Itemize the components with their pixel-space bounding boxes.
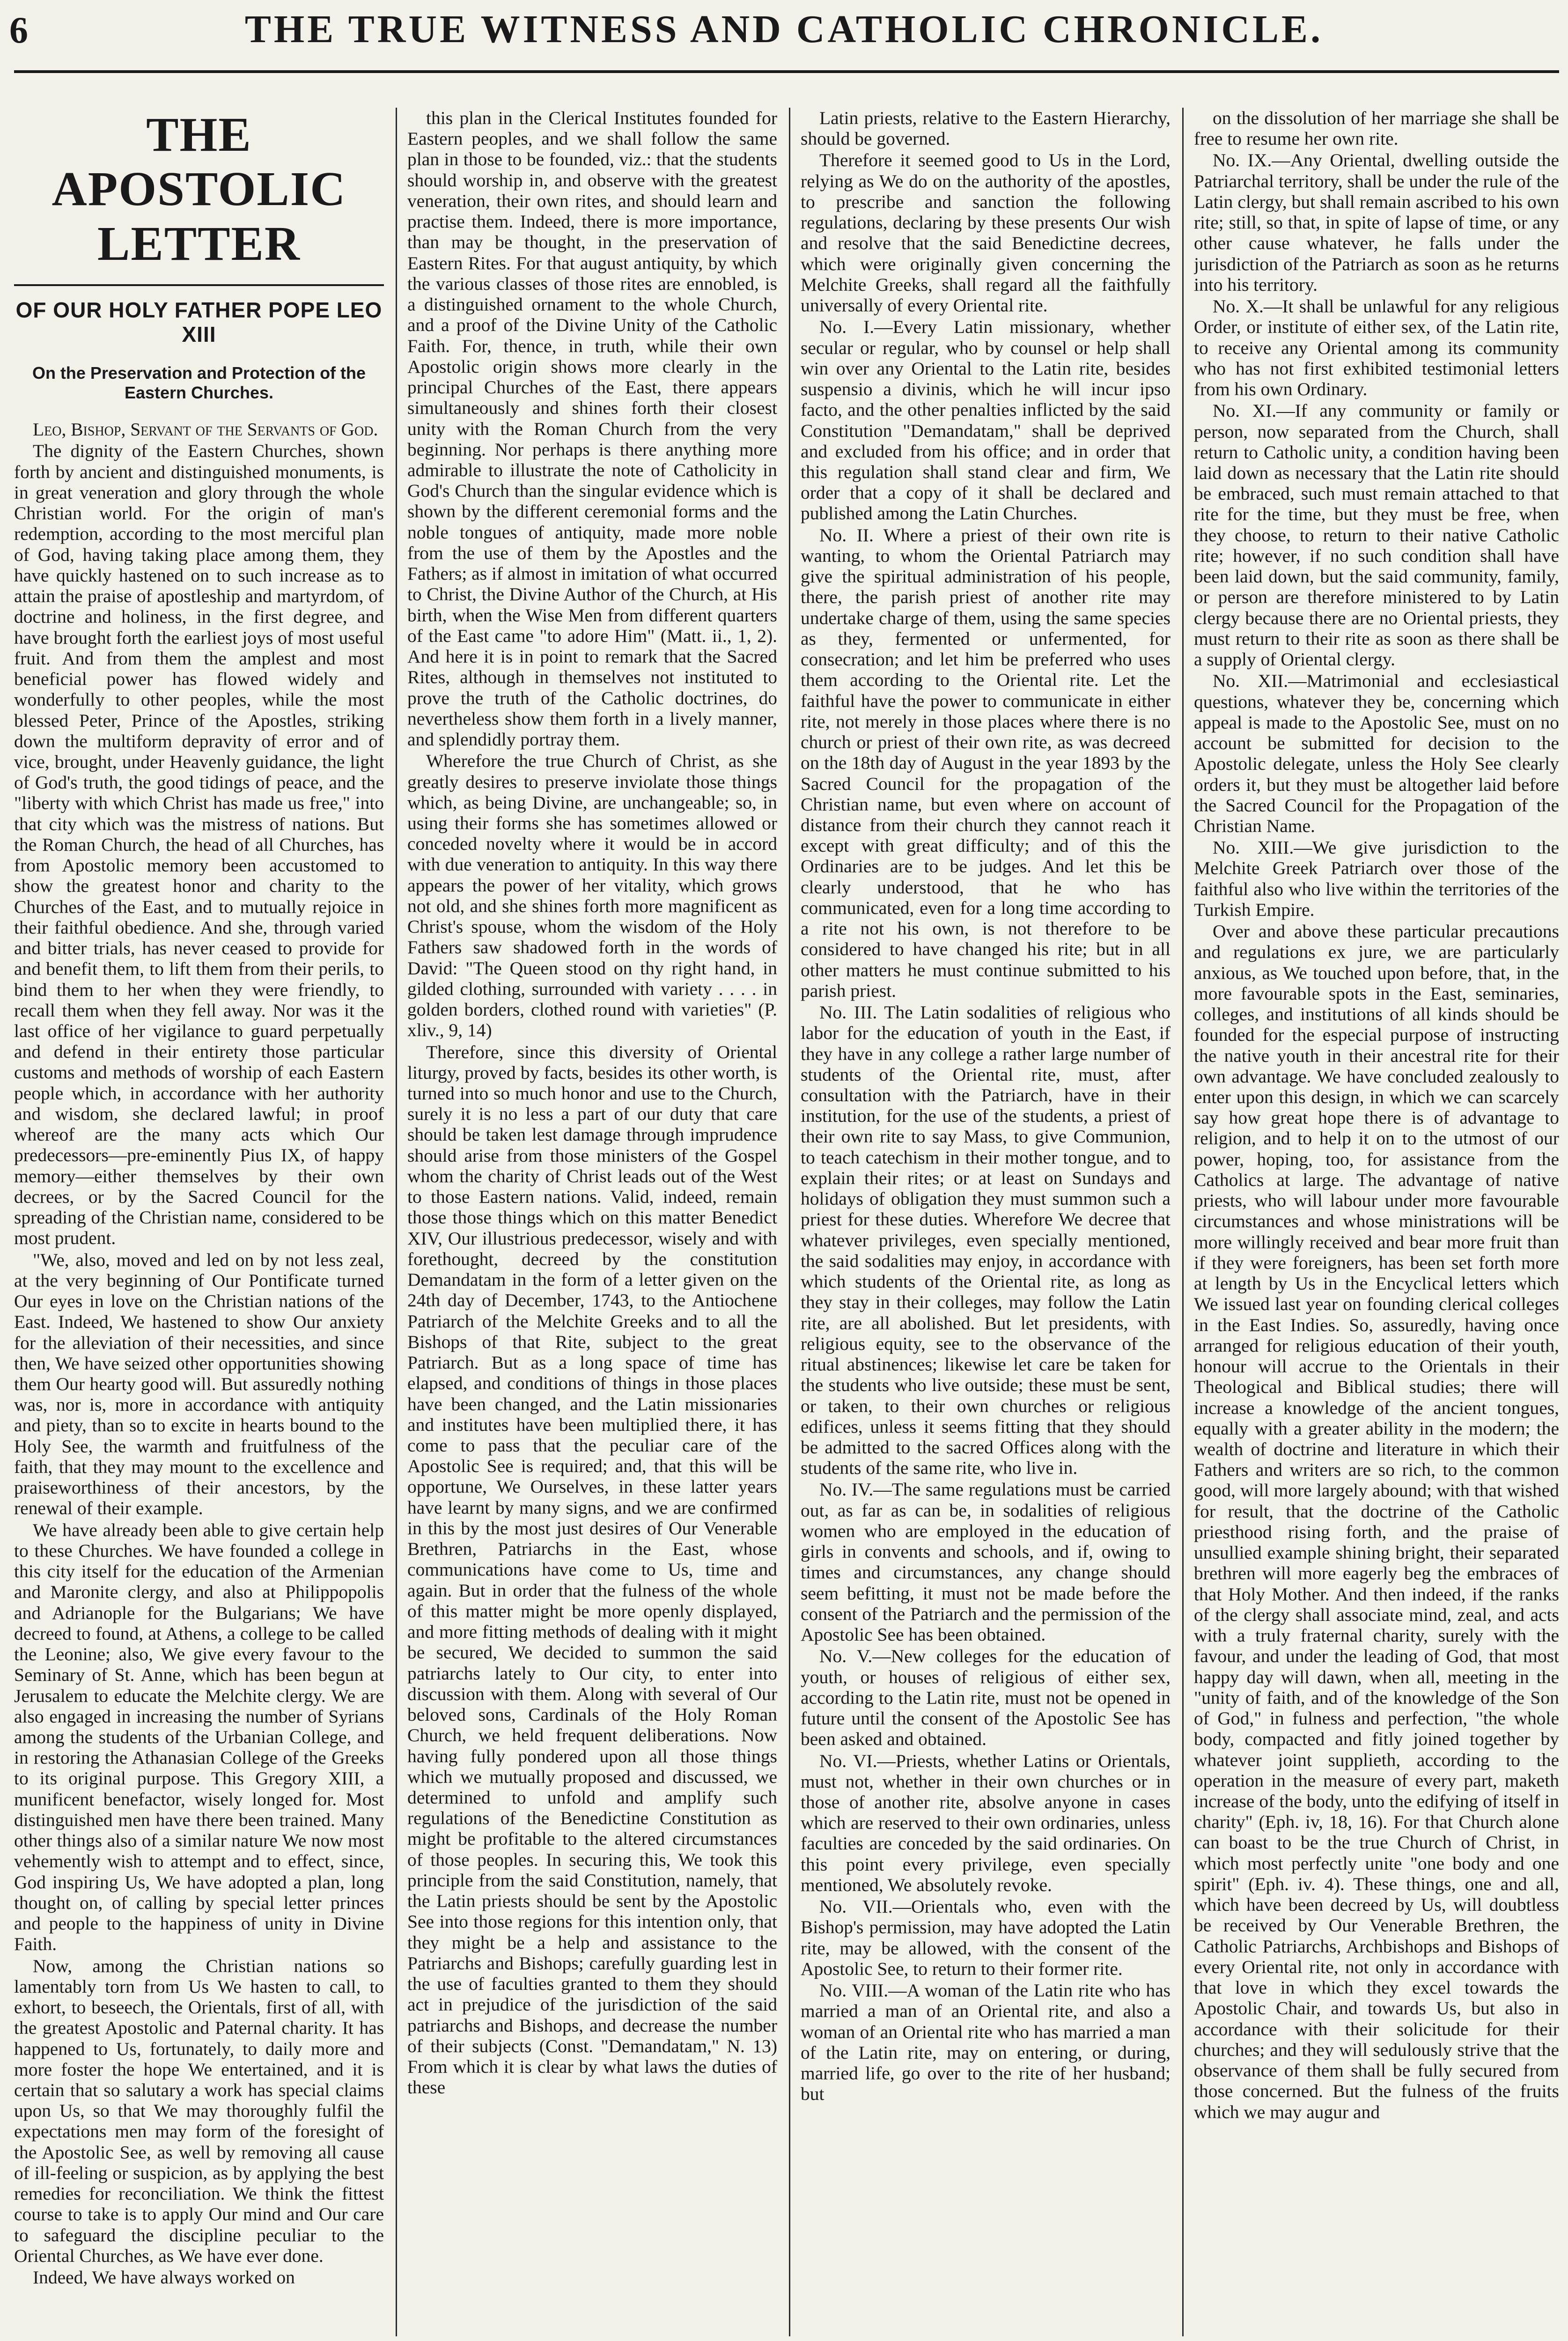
newspaper-title: THE TRUE WITNESS AND CATHOLIC CHRONICLE.	[244, 7, 1324, 51]
column-3-body	[801, 108, 1170, 2105]
article-subtitle: OF OUR HOLY FATHER POPE LEO XIII	[15, 298, 383, 346]
paragraph: No. XII.—Matrimonial and ecclesiastical questions, whatever they be, concerning which appeal is made to the Apostolic See, must on no account be submitted for decision to the Apostolic delegate, unless the Holy See clearly orders it, but they must be altogether laid before the Sacred Council for the Propagation of the Christian Name.	[1194, 670, 1559, 836]
paragraph: The dignity of the Eastern Churches, shown forth by ancient and distinguished monuments, is in great veneration and glory through the whole Christian world. For the origin of man's redemption, according to the most merciful plan of God, having taking place among them, they have quickly hastened on to such increase as to attain the praise of apostleship and martyrdom, of doctrine and holiness, in the first degree, and have brought forth the earliest joys of most useful fruit. And from them the amplest and most beneficial power has flowed widely and wonderfully to other peoples, while the most blessed Peter, Prince of the Apostles, striking down the multiform depravity of error and of vice, brought, under Heavenly guidance, the light of God's truth, the good tidings of peace, and the "liberty with which Christ has made us free," into that city which was the mistress of nations. But the Roman Church, the head of all Churches, has from Apostolic memory been accustomed to show the greatest honor and charity to the Churches of the East, and to mutually rejoice in their faithful obedience. And she, through varied and bitter trials, has never ceased to provide for and benefit them, to lift them from their perils, to bind them to her when they were friendly, to recall them when they fell away. Nor was it the last office of her vigilance to guard perpetually and defend in their entirety those particular customs and methods of worship of each Eastern people which, in accordance with her authority and wisdom, she declared lawful; in proof whereof are the many acts which Our predecessors—pre-eminently Pius IX, of happy memory—either themselves by their own decrees, or by the Sacred Council for the spreading of the Christian name, considered to be most prudent.	[14, 441, 384, 1249]
paragraph: Therefore, since this diversity of Oriental liturgy, proved by facts, besides its other worth, is turned into so much honor and use to the Church, surely it is no less a part of our duty that care should be taken lest damage through imprudence should arise from those ministers of the Gospel whom the charity of Christ leads out of the West to those Eastern nations. Valid, indeed, remain those those things which on this matter Benedict XIV, Our illustrious predecessor, wisely and with forethought, decreed by the constitution Demandatam in the form of a letter given on the 24th day of December, 1743, to the Antiochene Patriarch of the Melchite Greeks and to all the Bishops of that Rite, subject to the great Patriarch. But as a long space of time has elapsed, and conditions of things in those places have been changed, and the Latin missionaries and institutes have been multiplied there, it has come to pass that the peculiar care of the Apostolic See is required; and, that this will be opportune, We Ourselves, in these latter years have learnt by many signs, and we are confirmed in this by the most just desires of Our Venerable Brethren, Patriarchs in the East, whose communications have come to Us, time and again. But in order that the fulness of the whole of this matter might be more openly displayed, and more fitting methods of dealing with it might be secured, We decided to summon the said patriarchs lately to Our city, to enter into discussion with them. Along with several of Our beloved sons, Cardinals of the Holy Roman Church, we held frequent deliberations. Now having fully pondered upon all those things which we mutually proposed and discussed, we determined to unfold and amplify such regulations of the Benedictine Constitution as might be profitable to the altered circumstances of those peoples. In securing this, We took this principle from the said Constitution, namely, that the Latin priests should be sent by the Apostolic See into those regions for this intention only, that they might be a help and assistance to the Patriarchs and Bishops; carefully guarding lest in the use of faculties granted to them they should act in prejudice of the jurisdiction of the said patriarchs and Bishops, and decrease the number of their subjects (Const. "Demandatam," N. 13) From which it is clear by what laws the duties of these	[407, 1041, 777, 2098]
paragraph: No. V.—New colleges for the education of youth, or houses of religious of either sex, according to the Latin rite, must not be opened in future until the consent of the Apostolic See has been asked and obtained.	[801, 1646, 1170, 1750]
paragraph: No. II. Where a priest of their own rite is wanting, to whom the Oriental Patriarch may give the spiritual administration of his people, there, the parish priest of another rite may undertake charge of them, using the same species as they, fermented or unfermented, for consecration; and let him be preferred who uses them according to the Oriental rite. Let the faithful have the power to communicate in either rite, not merely in those places where there is no church or priest of their own rite, as was decreed on the 18th day of August in the year 1893 by the Sacred Council for the propagation of the Christian name, but even where on account of distance from their church they cannot reach it except with great difficulty; and of this the Ordinaries are to be judges. And let this be clearly understood, that he who has communicated, even for a long time according to a rite not his own, is not therefore to be considered to have changed his rite; but in all other matters he must continue submitted to his parish priest.	[801, 524, 1170, 1001]
paragraph: No. IV.—The same regulations must be carried out, as far as can be, in sodalities of religious women who are employed in the education of girls in convents and schools, and if, owing to times and circumstances, any change should seem befitting, it must not be made before the consent of the Patriarch and the permission of the Apostolic See has been obtained.	[801, 1479, 1170, 1645]
paragraph: No. VIII.—A woman of the Latin rite who has married a man of an Oriental rite, and also a woman of an Oriental rite who has married a man of the Latin rite, may on entering, or during, married life, go over to the rite of her husband; but	[801, 1980, 1170, 2105]
paragraph: this plan in the Clerical Institutes founded for Eastern peoples, and we shall follow the same plan in those to be founded, viz.: that the students should worship in, and observe with the greatest veneration, their own rites, and should learn and practise them. Indeed, there is more importance, than may be thought, in the preservation of Eastern Rites. For that august antiquity, by which the various classes of those rites are ennobled, is a distinguished ornament to the whole Church, and a proof of the Divine Unity of the Catholic Faith. For, thence, in truth, while their own Apostolic origin shows more clearly in the principal Churches of the East, there appears simultaneously and shines forth their closest unity with the Roman Church from the very beginning. Nor perhaps is there anything more admirable to illustrate the note of Catholicity in God's Church than the singular evidence which is shown by the different ceremonial forms and the noble tongues of antiquity, made more noble from the use of them by the Apostles and the Fathers; as if almost in imitation of what occurred to Christ, the Divine Author of the Church, at His birth, when the Wise Men from different quarters of the East came "to adore Him" (Matt. ii., 1, 2). And here it is in point to remark that the Sacred Rites, although in themselves not instituted to prove the truth of the Catholic doctrines, do nevertheless show them forth in a lively manner, and splendidly portray them.	[407, 108, 777, 750]
article-title: THE APOSTOLIC LETTER	[52, 108, 346, 271]
paragraph: Therefore it seemed good to Us in the Lord, relying as We do on the authority of the apostles, to prescribe and sanction the following regulations, declaring by these presents Our wish and resolve that the said Benedictine decrees, which were originally given concerning the Melchite Greeks, shall regard all the faithfully universally of every Oriental rite.	[801, 150, 1170, 316]
paragraph: Indeed, We have always worked on	[33, 2267, 295, 2288]
paragraph: No. VII.—Orientals who, even with the Bishop's permission, may have adopted the Latin rite, may be allowed, with the consent of the Apostolic See, to return to their former rite.	[801, 1896, 1170, 1979]
column-1	[14, 108, 384, 2336]
paragraph: Wherefore the true Church of Christ, as she greatly desires to preserve inviolate those things which, as being Divine, are unchangeable; so, in using their forms she has sometimes allowed or conceded novelty where it would be in accord with due veneration to antiquity. In this way there appears the power of her vitality, which grows not old, and she shines forth more magnificent as Christ's spouse, whom the wisdom of the Holy Fathers saw shadowed forth in the words of David: "The Queen stood on thy right hand, in gilded clothing, surrounded with variety . . . . in golden borders, clothed round with varieties" (P. xliv., 9, 14)	[407, 751, 777, 1041]
column-4	[1194, 108, 1559, 2336]
paragraph: No. I.—Every Latin missionary, whether secular or regular, who by counsel or help shall win over any Oriental to the Latin rite, besides suspensio a divinis, which he will incur ipso facto, and the other penalties inflicted by the said Constitution "Demandatam," shall be deprived and excluded from his office; and in order that this regulation shall stand clear and firm, We order that a copy of it shall be declared and published among the Latin Churches.	[801, 317, 1170, 524]
paragraph: on the dissolution of her marriage she shall be free to resume her own rite.	[1194, 108, 1559, 149]
paragraph: Now, among the Christian nations so lamentably torn from Us We hasten to call, to exhort, to beseech, the Orientals, first of all, with the greatest Apostolic and Paternal charity. It has happened to Us, fortunately, to daily more and more foster the hope We entertained, and it is certain that so salutary a work has special claims upon Us, so that We may thoroughly fulfil the expectations men may form of the foresight of the Apostolic See, as well by removing all cause of ill-feeling or suspicion, as by applying the best remedies for reconciliation. We think the fittest course to take is to apply Our mind and Our care to safeguard the discipline peculiar to the Oriental Churches, as We have ever done.	[14, 1955, 384, 2266]
paragraph: No. X.—It shall be unlawful for any religious Order, or institute of either sex, of the Latin rite, to receive any Oriental among its community who has not first exhibited testimonial letters from his own Ordinary.	[1194, 296, 1559, 400]
paragraph: No. IX.—Any Oriental, dwelling outside the Patriarchal territory, shall be under the rule of the Latin clergy, but shall remain ascribed to his own rite; still, so that, in spite of lapse of time, or any other cause whatever, he falls under the jurisdiction of the Patriarch as soon as he returns into his territory.	[1194, 150, 1559, 295]
column-2-body	[407, 108, 777, 2098]
column-divider	[789, 108, 790, 2336]
paragraph: No. III. The Latin sodalities of religious who labor for the education of youth in the East, if they have in any college a rather large number of students of the Oriental rite, must, after consultation with the Patriarch, have in their institution, for the use of the students, a priest of their own rite to say Mass, to give Communion, to teach catechism in their mother tongue, and to explain their rites; or at least on Sundays and holidays of obligation they must summon such a priest for these duties. Wherefore We decree that whatever privileges, even specially mentioned, the said sodalities may enjoy, in accordance with which students of the Oriental rite, as long as they stay in their colleges, may follow the Latin rite, are all abolished. But let presidents, with religious equity, see to the observance of the ritual abstinences; likewise let care be taken for the students who live outside; these must be sent, or taken, to their own churches or religious edifices, unless it seems fitting that they should be admitted to the sacred Offices along with the students of the same rite, who live in.	[801, 1002, 1170, 1479]
column-divider	[396, 108, 397, 2336]
paragraph: Latin priests, relative to the Eastern Hierarchy, should be governed.	[801, 108, 1170, 149]
paragraph: We have already been able to give certain help to these Churches. We have founded a college in this city itself for the education of the Armenian and Maronite clergy, and also at Philippopolis and Adrianople for the Bulgarians; We have decreed to found, at Athens, a college to be called the Leonine; also, We give every favour to the Seminary of St. Anne, which has been begun at Jerusalem to educate the Melchite clergy. We are also engaged in increasing the number of Syrians among the students of the Urbanian College, and in restoring the Athanasian College of the Greeks to its original purpose. This Gregory XIII, a munificent benefactor, wisely longed for. Most distinguished men have there been trained. Many other things also of a similar nature We now most vehemently wish to attempt and to effect, since, God inspiring Us, We have adopted a plan, long thought on, of calling by special letter princes and people to the happiness of unity in Divine Faith.	[14, 1519, 384, 1955]
article-occasion: On the Preservation and Protection of the Eastern Churches.	[32, 363, 366, 402]
paragraph: No. XI.—If any community or family or person, now separated from the Church, shall return to Catholic unity, a condition having been laid down as necessary that the Latin rite should be embraced, such must remain attached to that rite for the time, but they must be free, when they choose, to return to their native Catholic rite; however, if no such condition shall have been laid down, but the said community, family, or person are therefore ministered to by Latin clergy because there are no Oriental priests, they must return to their rite as soon as there shall be a supply of Oriental clergy.	[1194, 400, 1559, 670]
paragraph: Over and above these particular precautions and regulations ex jure, we are particularly anxious, as We touched upon before, that, in the more favourable spots in the East, seminaries, colleges, and institutions of all kinds should be founded for the especial purpose of instructing the native youth in their ancestral rite for their own advantage. We have concluded zealously to enter upon this design, in which we can scarcely say how great hope there is of advantage to religion, and to help it on to the utmost of our power, hoping, too, for assistance from the Catholics at large. The advantage of native priests, who will labour under more favourable circumstances and whose ministrations will be more willingly received and bear more fruit than if they were foreigners, has been set forth more at length by Us in the Encyclical letters which We issued last year on founding clerical colleges in the East Indies. So, assuredly, having once arranged for religious education of their youth, honour will accrue to the Orientals in their Theological and Biblical studies; there will increase a knowledge of the ancient tongues, equally with a greater ability in the modern; the wealth of doctrine and literature in which their Fathers and writers are so rich, to the common good, will more largely abound; with that wished for result, that the doctrine of the Catholic priesthood rising forth, and the praise of unsullied example shining bright, their separated brethren will more eagerly beg the embraces of that Holy Mother. And then indeed, if the ranks of the clergy shall associate mind, zeal, and acts with a truly fraternal charity, surely with the favour, and under the leading of God, that most happy day will dawn, when all, meeting in the "unity of faith, and of the knowledge of the Son of God," in fulness and perfection, "the whole body, compacted and fitly joined together by whatever joint supplieth, according to the operation in the measure of every part, maketh increase of the body, unto the edifying of itself in charity" (Eph. iv, 18, 16). For that Church alone can boast to be the true Church of Christ, in which most perfectly unite "one body and one spirit" (Eph. iv. 4). These things, one and all, which have been decreed by Us, will doubtless be received by Our Venerable Brethren, the Catholic Patriarchs, Archbishops and Bishops of every Oriental rite, not only in accordance with that love in which they excel towards the Apostolic Chair, and towards Us, but also in accordance with their solicitude for their churches; and they will sedulously strive that the observance of them shall be fully secured from those concerned. But the fulness of the fruits which we may augur and	[1194, 921, 1559, 2122]
column-2	[407, 108, 777, 2336]
column-4-body	[1194, 108, 1559, 2122]
paragraph: "We, also, moved and led on by not less zeal, at the very beginning of Our Pontificate turned Our eyes in love on the Christian nations of the East. Indeed, We hastened to show Our anxiety for the alleviation of their necessities, and since then, We have seized other opportunities showing them Our hearty good will. But assuredly nothing was, nor is, more in accordance with antiquity and piety, than so to excite in hearts bound to the Holy See, the warmth and fruitfulness of the faith, that they may mount to the excellence and praiseworthiness of their ancestors, by the renewal of their example.	[14, 1249, 384, 1519]
column-1-body	[14, 441, 384, 2288]
masthead-rule	[14, 70, 1559, 73]
page-number: 6	[9, 10, 28, 51]
column-divider	[1182, 108, 1184, 2336]
article-from-line: Leo, Bishop, Servant of the Servants of God.	[33, 419, 378, 440]
title-rule	[14, 284, 384, 286]
paragraph: No. XIII.—We give jurisdiction to the Melchite Greek Patriarch over those of the faithful also who live within the territories of the Turkish Empire.	[1194, 837, 1559, 920]
paragraph: No. VI.—Priests, whether Latins or Orientals, must not, whether in their own churches or in those of another rite, absolve anyone in cases which are reserved to their own ordinaries, unless faculties are conceded by the said ordinaries. On this point every privilege, even specially mentioned, We absolutely revoke.	[801, 1750, 1170, 1895]
column-3	[801, 108, 1170, 2336]
masthead	[0, 0, 1568, 89]
